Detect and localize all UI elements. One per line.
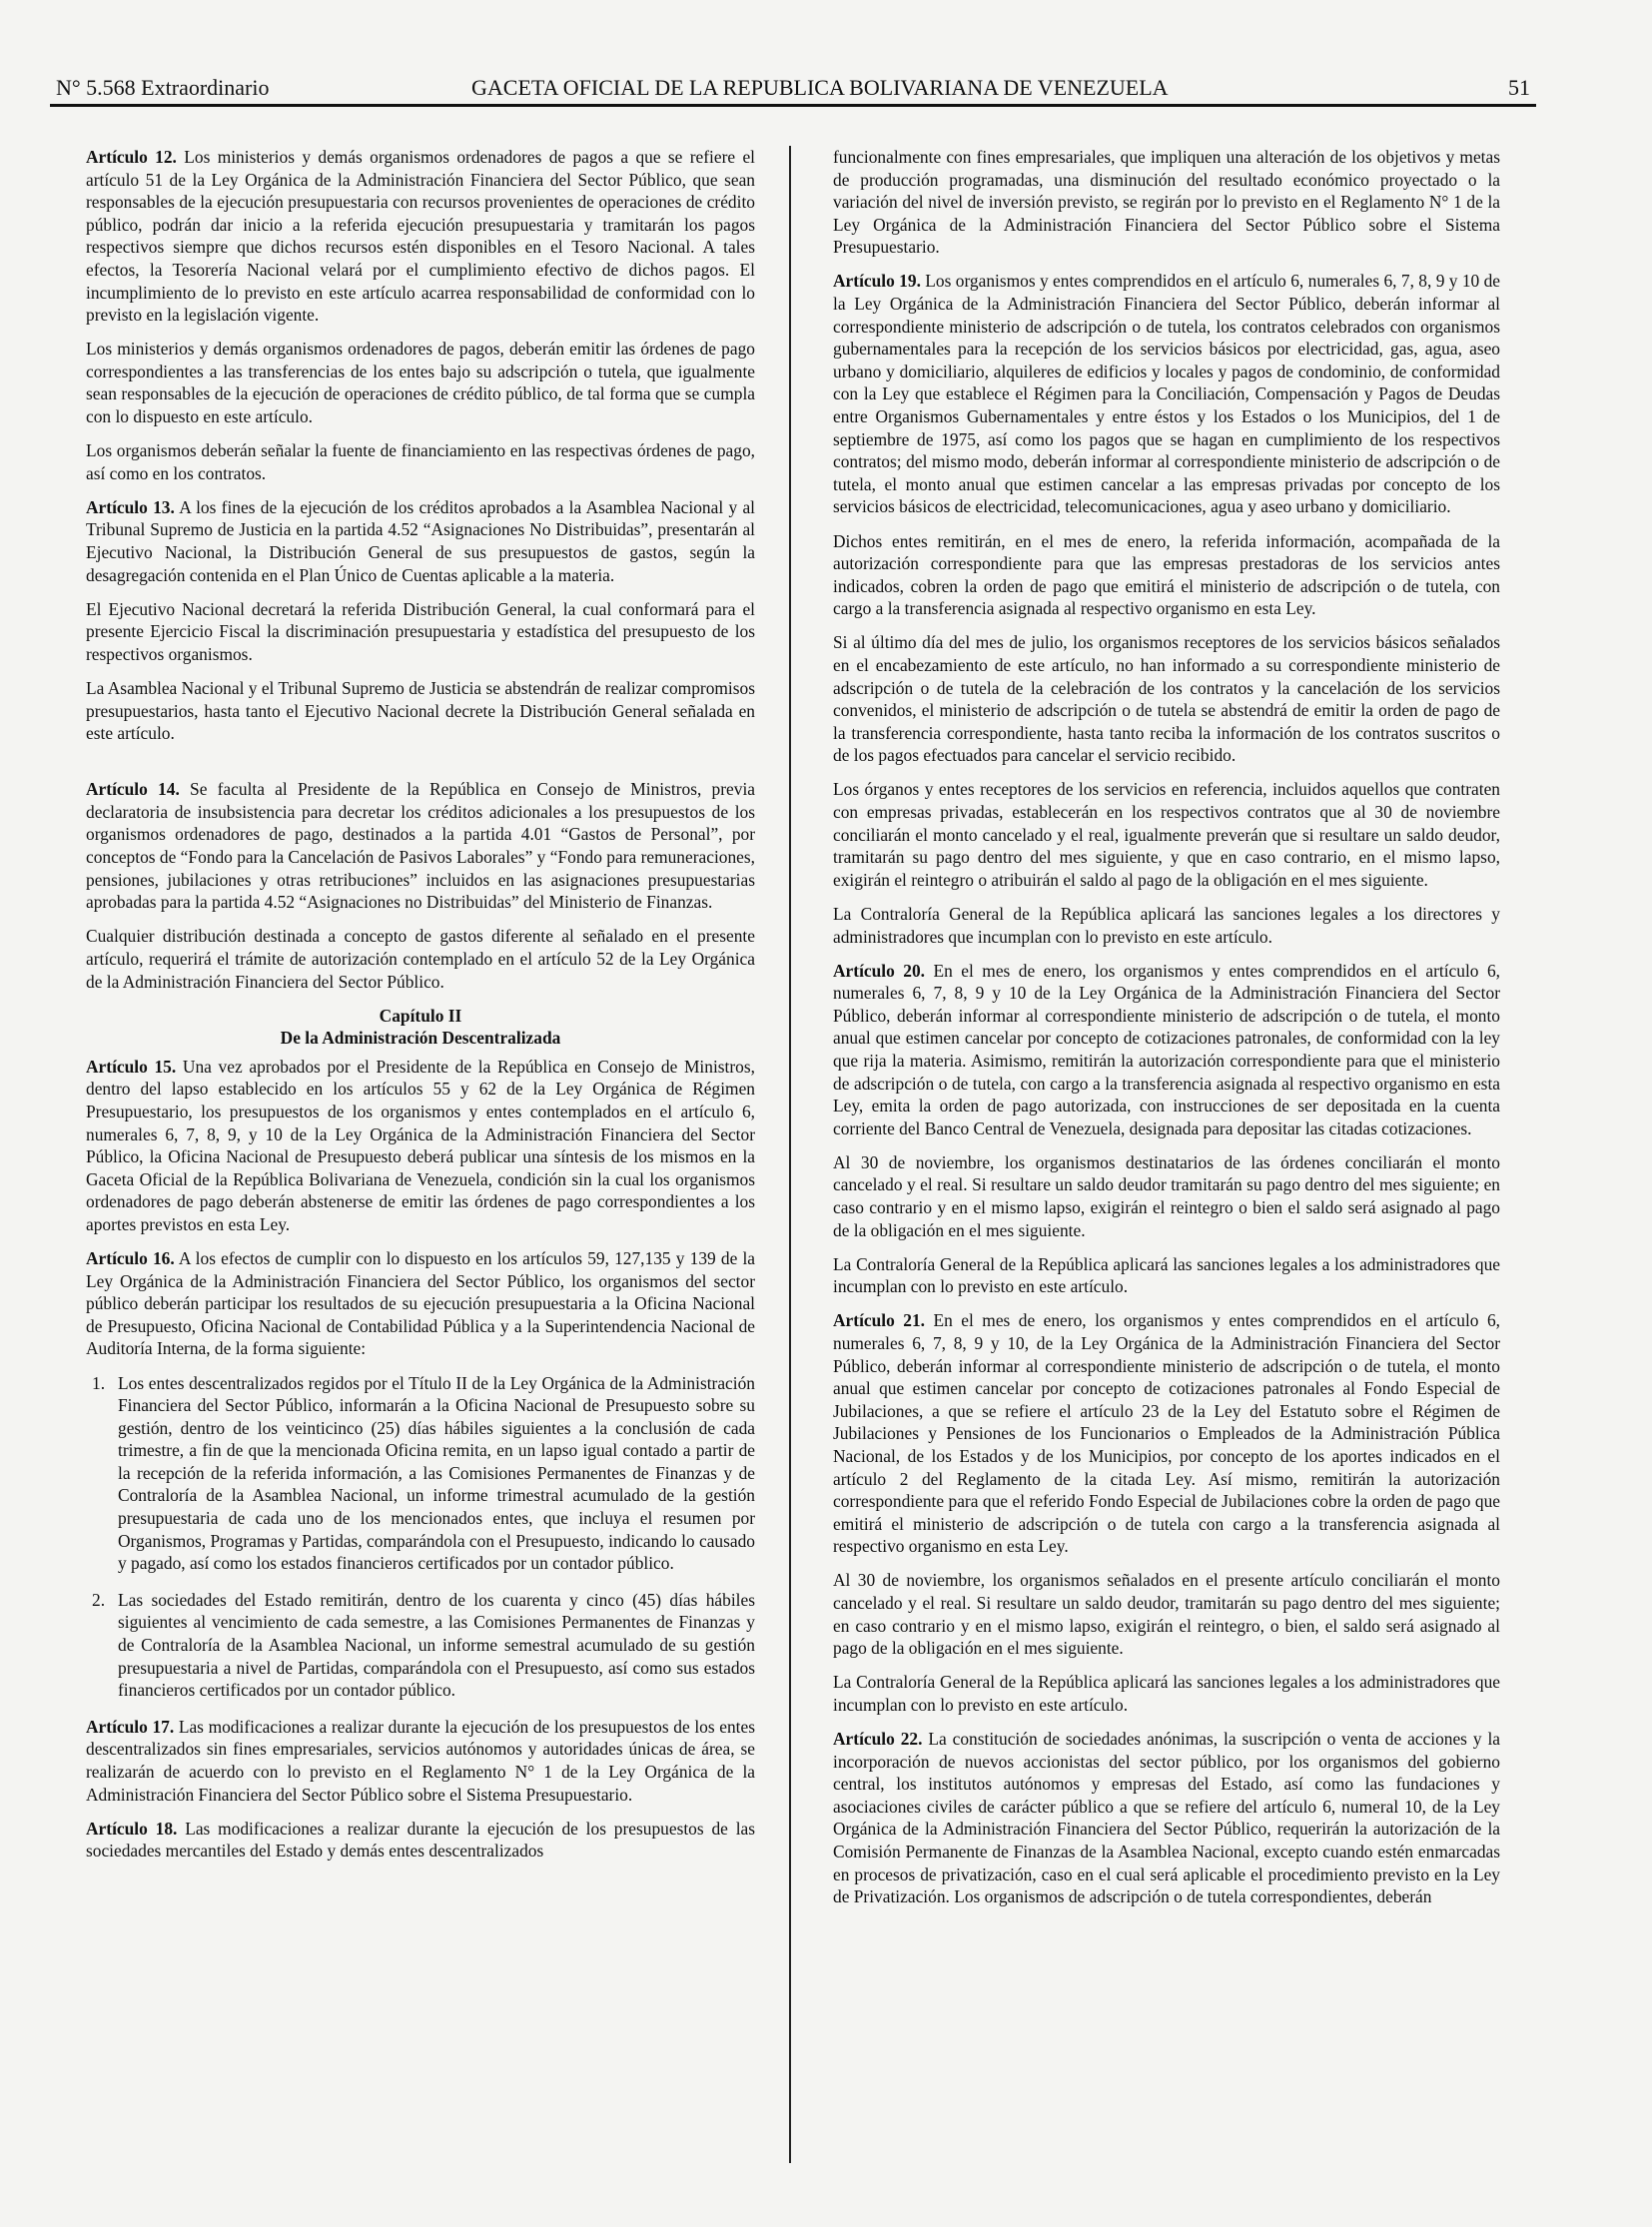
column-divider [789,146,791,2163]
article-12 [86,146,755,327]
paragraph: Cualquier distribución destinada a concepto de gastos diferente al señalado en el presente artículo, requerirá el trámite de autorización contemplado en el artículo 52 de la Ley Orgánica de la Administración Financiera del Sector Público. [86,926,755,992]
paragraph: Los órganos y entes receptores de los servicios en referencia, incluidos aquellos que contraten con empresas privadas, establecerán en los respectivos contratos que al 30 de noviembre conciliarán el monto cancelado y el real, igualmente preverán que si resultare un saldo deudor, tramitarán su pago dentro del mes siguiente, y que en caso contrario, en el mismo lapso, exigirán el reintegro o atribuirán el saldo al pago de la obligación en el mes siguiente. [833,779,1500,890]
article-label: Artículo 16. [86,1248,175,1269]
paragraph: funcionalmente con fines empresariales, que impliquen una alteración de los objetivos y metas de producción programadas, una disminución del resultado económico proyectado o la variación del nivel de inversión previsto, se regirán por lo previsto en el Reglamento N° 1 de la Ley Orgánica de la Administración Financiera del Sector Público sobre el Sistema Presupuestario. [833,147,1500,258]
numbered-list [86,1372,755,1702]
article-text: A los efectos de cumplir con lo dispuesto en los artículos 59, 127,135 y 139 de la Ley Orgánica de la Administración Financiera del Sector Público, los organismos del sector público deberán participar los resultados de su ejecución presupuestaria a la Oficina Nacional de Presupuesto, Oficina Nacional de Contabilidad Pública y a la Superintendencia Nacional de Auditoría Interna, de la forma siguiente: [86,1248,755,1359]
article-label: Artículo 13. [86,496,175,517]
article-label: Artículo 21. [833,1310,926,1331]
paragraph: La Contraloría General de la República aplicará las sanciones legales a los directores y administradores que incumplan con lo previsto en este artículo. [833,903,1500,947]
paragraph: Los ministerios y demás organismos ordenadores de pagos, deberán emitir las órdenes de pago correspondientes a las transferencias de los entes bajo su adscripción o tutela, que igualmente sean responsables de la ejecución de operaciones de crédito público, de tal forma que se cumpla con lo dispuesto en este artículo. [86,339,755,427]
paragraph: La Contraloría General de la República aplicará las sanciones legales a los administradores que incumplan con lo previsto en este artículo. [833,1253,1500,1297]
list-item [86,1589,755,1702]
article-label: Artículo 22. [833,1729,923,1749]
article-21 [833,1309,1500,1558]
page-number: 51 [1508,75,1530,100]
article-label: Artículo 12. [86,147,177,167]
left-column [86,146,755,2143]
paragraph: La Contraloría General de la República aplicará las sanciones legales a los administradores que incumplan con lo previsto en este artículo. [833,1672,1500,1715]
article-text: En el mes de enero, los organismos y entes comprendidos en el artículo 6, numerales 6, 7, 8, 9 y 10, de la Ley Orgánica de la Administración Financiera del Sector Público, deberán informar al correspondiente ministerio de adscripción o de tutela, el monto anual que estimen cancelar por concepto de cotizaciones patronales al Fondo Especial de Jubilaciones, a que se refiere el artículo 23 de la Ley del Estatuto sobre el Régimen de Jubilaciones y Pensiones de los Funcionarios o Empleados de la Administración Pública Nacional, de los Estados y de los Municipios, por concepto de los aportes indicados en el artículo 2 del Reglamento de la citada Ley. Así mismo, remitirán la autorización correspondiente para que el referido Fondo Especial de Jubilaciones cobre la orden de pago que emitirá el ministerio de adscripción o de tutela con cargo a la transferencia asignada al respectivo organismo en esta Ley. [833,1310,1501,1557]
article-19 [833,270,1500,518]
paragraph: Al 30 de noviembre, los organismos señalados en el presente artículo conciliarán el monto cancelado y el real. Si resultare un saldo deudor, tramitarán su pago dentro del mes siguiente; en caso contrario y en el mismo lapso, exigirán el reintegro, o bien, el saldo será asignado al pago de la obligación en el mes siguiente. [833,1570,1500,1659]
article-text: Las modificaciones a realizar durante la ejecución de los presupuestos de las sociedades mercantiles del Estado y demás entes descentralizados [86,1818,756,1861]
article-13 [86,496,755,586]
article-label: Artículo 20. [833,960,926,981]
paragraph: Los organismos deberán señalar la fuente de financiamiento en las respectivas órdenes de pago, así como en los contratos. [86,440,755,483]
page-header [50,74,1536,107]
chapter-number: Capítulo II [379,1005,462,1026]
article-label: Artículo 14. [86,779,180,800]
article-22 [833,1728,1500,1908]
paragraph: El Ejecutivo Nacional decretará la referida Distribución General, la cual conformará para el presente Ejercicio Fiscal la discriminación presupuestaria y estadística del presupuesto de los respectivos organismos. [86,598,755,664]
article-20 [833,960,1500,1140]
list-text: Las sociedades del Estado remitirán, dentro de los cuarenta y cinco (45) días hábiles siguientes al vencimiento de cada semestre, a las Comisiones Permanentes de Finanzas y de Contraloría de la Asamblea Nacional, un informe semestral acumulado de su gestión presupuestaria a nivel de Partidas, comparándola con el Presupuesto, así como sus estados financieros certificados por un contador público. [118,1589,755,1701]
paragraph: Si al último día del mes de julio, los organismos receptores de los servicios básicos señalados en el encabezamiento de este artículo, no han informado a su correspondiente ministerio de adscripción o de tutela de la celebración de los contratos y la cancelación de los servicios convenidos, el ministerio de adscripción o de tutela se abstendrá de emitir la orden de pago de la transferencia correspondiente, hasta tanto reciba la información de los contratos suscritos o de los pagos efectuados para cancelar el servicio recibido. [833,632,1500,766]
article-text: A los fines de la ejecución de los créditos aprobados a la Asamblea Nacional y al Tribunal Supremo de Justicia en la partida 4.52 “Asignaciones No Distribuidas”, presentarán al Ejecutivo Nacional, la Distribución General de sus presupuestos de gastos, según la desagregación contenida en el Plan Único de Cuentas aplicable a la materia. [86,496,756,585]
article-16 [86,1247,755,1360]
chapter-heading [86,1005,755,1050]
article-text: En el mes de enero, los organismos y entes comprendidos en el artículo 6, numerales 6, 7, 8, 9 y 10 de la Ley Orgánica de la Administración Financiera del Sector Público, deberán informar al correspondiente ministerio de adscripción o de tutela, el monto anual que estimen cancelar por concepto de cotizaciones patronales, de conformidad con la ley que rija la materia. Asimismo, remitirán la autorización correspondiente para que el ministerio de adscripción o de tutela, con cargo a la transferencia asignada al respectivo organismo en esta Ley, emita la orden de pago autorizada, con instrucciones de ser depositada en la cuenta corriente del Banco Central de Venezuela, designada para depositar las citadas cotizaciones. [833,960,1501,1138]
gazette-title: GACETA OFICIAL DE LA REPUBLICA BOLIVARIANA DE VENEZUELA [471,75,1169,100]
list-number: 2. [92,1589,106,1610]
paragraph: Al 30 de noviembre, los organismos destinatarios de las órdenes conciliarán el monto cancelado y el real. Si resultare un saldo deudor tramitarán su pago dentro del mes siguiente; en caso contrario y en el mismo lapso, exigirán el reintegro o bien el saldo será asignado al pago de la obligación en el mes siguiente. [833,1151,1500,1240]
article-text: La constitución de sociedades anónimas, la suscripción o venta de acciones y la incorporación de nuevos accionistas del sector público, por los organismos del gobierno central, los institutos autónomos y empresas del Estado, así como las fundaciones y asociaciones civiles de carácter público a que se refiere del artículo 6, numeral 10, de la Ley Orgánica de la Administración Financiera del Sector Público, requerirán la autorización de la Comisión Permanente de Finanzas de la Asamblea Nacional, excepto cuando estén enmarcadas en procesos de privatización, caso en el cual será aplicable el procedimiento previsto en la Ley de Privatización. Los organismos de adscripción o de tutela correspondientes, deberán [833,1729,1501,1907]
paragraph: La Asamblea Nacional y el Tribunal Supremo de Justicia se abstendrán de realizar compromisos presupuestarios, hasta tanto el Ejecutivo Nacional decrete la Distribución General señalada en este artículo. [86,677,755,744]
article-17 [86,1716,755,1806]
issue-number: N° 5.568 Extraordinario [56,75,270,100]
article-14 [86,778,755,914]
article-label: Artículo 17. [86,1716,175,1737]
article-15 [86,1056,755,1236]
list-item [86,1372,755,1575]
article-text: Los ministerios y demás organismos ordenadores de pagos a que se refiere el artículo 51 de la Ley Orgánica de la Administración Financiera del Sector Público, que sean responsables de la ejecución presupuestaria con recursos provenientes de operaciones de crédito público, podrán dar inicio a la referida ejecución presupuestaria y tramitarán los pagos respectivos siempre que dichos recursos estén disponibles en el Tesoro Nacional. A tales efectos, la Tesorería Nacional velará por el cumplimiento efectivo de dichos pagos. El incumplimiento de lo previsto en este artículo acarrea responsabilidad de conformidad con lo previsto en la legislación vigente. [86,147,755,326]
article-label: Artículo 15. [86,1056,177,1077]
article-18 [86,1818,755,1862]
spacer [86,756,755,778]
article-text: Los organismos y entes comprendidos en el artículo 6, numerales 6, 7, 8, 9 y 10 de la Ley Orgánica de la Administración Financiera del Sector Público, deberán informar al correspondiente ministerio de adscripción o de tutela, los contratos celebrados con organismos gubernamentales para la recepción de los servicios básicos por electricidad, gas, agua, aseo urbano y domiciliario, alquileres de edificios y locales y pagos de condominio, de conformidad con la Ley que establece el Régimen para la Conciliación, Compensación y Pagos de Deudas entre Organismos Gubernamentales y entre éstos y los Estados o los Municipios, del 1 de septiembre de 1975, así como los pagos que se hagan en cumplimiento de los respectivos contratos; del mismo modo, deberán informar al correspondiente ministerio de adscripción o de tutela, el monto anual que estimen cancelar a las empresas privadas por concepto de los servicios básicos de electricidad, telecomunicaciones, agua y aseo urbano y domiciliario. [833,271,1501,517]
article-label: Artículo 19. [833,271,921,292]
paragraph: Dichos entes remitirán, en el mes de enero, la referida información, acompañada de la autorización correspondiente para que las empresas prestadoras de los servicios antes indicados, cobren la orden de pago que emitirá el ministerio de adscripción o de tutela, con cargo a la transferencia asignada al respectivo organismo en esta Ley. [833,530,1500,619]
list-number: 1. [92,1372,106,1393]
right-column [833,146,1500,2143]
list-text: Los entes descentralizados regidos por el Título II de la Ley Orgánica de la Administración Financiera del Sector Público, informarán a la Oficina Nacional de Presupuesto sobre su gestión, dentro de los veinticinco (25) días hábiles siguientes a la conclusión de cada trimestre, a fin de que la mencionada Oficina remita, en un lapso igual contado a partir de la recepción de la referida información, a las Comisiones Permanentes de Finanzas y de Contraloría de la Asamblea Nacional, un informe trimestral acumulado de la gestión presupuestaria de cada uno de los mencionados entes, que incluya el resumen por Organismos, Programas y Partidas, comparándola con el Presupuesto, indicando lo causado y pagado, así como los estados financieros certificados por un contador público. [118,1372,755,1574]
article-text: Las modificaciones a realizar durante la ejecución de los presupuestos de los entes descentralizados sin fines empresariales, servicios autónomos y autoridades únicas de área, se realizarán de acuerdo con lo previsto en el Reglamento N° 1 de la Ley Orgánica de la Administración Financiera del Sector Público sobre el Sistema Presupuestario. [86,1716,755,1805]
article-label: Artículo 18. [86,1818,178,1839]
article-text: Una vez aprobados por el Presidente de la República en Consejo de Ministros, dentro del lapso establecido en los artículos 55 y 62 de la Ley Orgánica de Régimen Presupuestario, los presupuestos de los organismos y entes contemplados en el artículo 6, numerales 6, 7, 8, 9, y 10 de la Ley Orgánica de la Administración Financiera del Sector Público, la Oficina Nacional de Presupuesto deberá publicar una síntesis de los mismos en la Gaceta Oficial de la República Bolivariana de Venezuela, condición sin la cual los organismos ordenadores de pago deberán abstenerse de emitir las órdenes de pago correspondientes a los aportes previstos en esta Ley. [86,1056,755,1234]
article-text: Se faculta al Presidente de la República en Consejo de Ministros, previa declaratoria de insubsistencia para decretar los créditos adicionales a los presupuestos de los organismos ordenadores de pago, destinados a la partida 4.01 “Gastos de Personal”, por conceptos de “Fondo para la Cancelación de Pasivos Laborales” y “Fondo para remuneraciones, pensiones, jubilaciones y otras retribuciones” incluidos en las asignaciones presupuestarias aprobadas para la partida 4.52 “Asignaciones no Distribuidas” del Ministerio de Finanzas. [86,779,756,913]
chapter-title: De la Administración Descentralizada [280,1028,561,1049]
